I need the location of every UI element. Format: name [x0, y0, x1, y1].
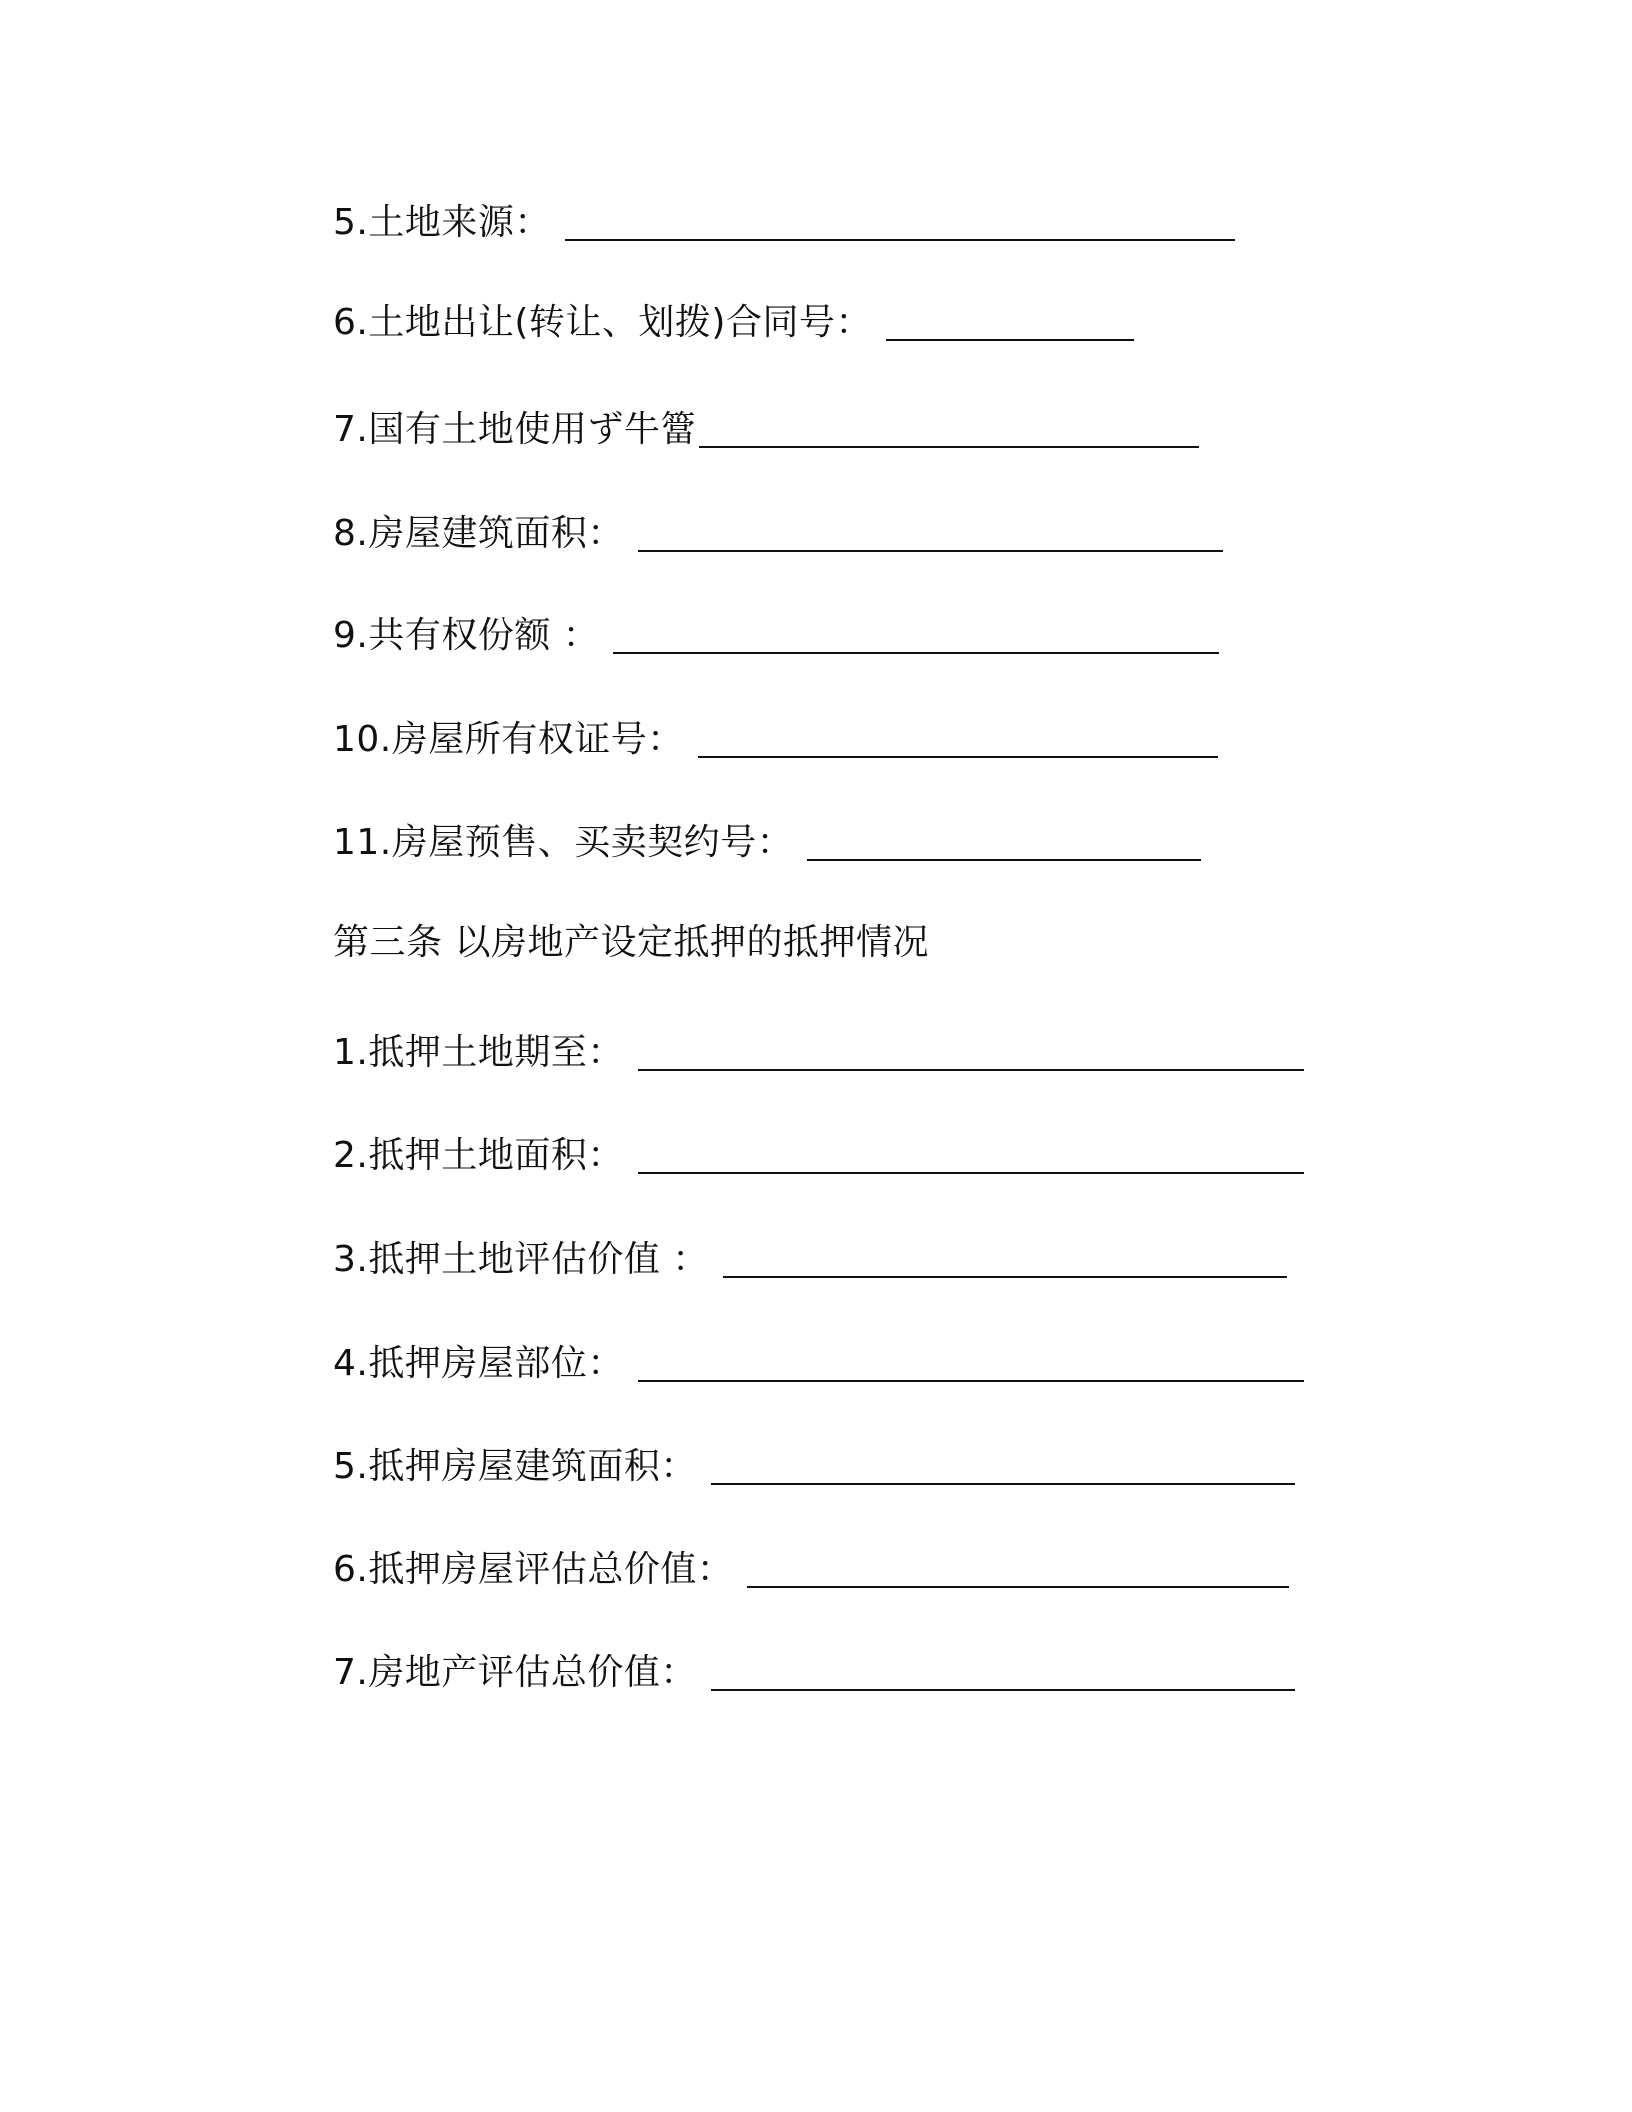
field-label: 10.房屋所有权证号：	[333, 719, 684, 760]
fill-in-blank[interactable]	[886, 339, 1134, 341]
field-real-estate-total-value	[333, 1643, 1295, 1703]
field-land-contract-number	[333, 293, 1134, 353]
field-label: 5.土地来源：	[333, 202, 551, 243]
field-label: 11.房屋预售、买卖契约号：	[333, 822, 794, 863]
field-label: 1.抵押土地期至：	[333, 1032, 624, 1073]
field-mortgage-land-term	[333, 1023, 1304, 1083]
field-building-area	[333, 504, 1223, 564]
field-label: 6.抵押房屋评估总价值：	[333, 1549, 734, 1590]
fill-in-blank[interactable]	[638, 1172, 1304, 1174]
field-label: 6.土地出让(转让、划拨)合同号：	[333, 302, 872, 343]
field-label: 4.抵押房屋部位：	[333, 1343, 624, 1384]
fill-in-blank[interactable]	[711, 1483, 1295, 1485]
field-mortgage-land-value	[333, 1230, 1287, 1290]
fill-in-blank[interactable]	[723, 1276, 1287, 1278]
fill-in-blank[interactable]	[807, 859, 1201, 861]
field-land-source	[333, 193, 1235, 253]
field-label: 8.房屋建筑面积：	[333, 513, 624, 554]
fill-in-blank[interactable]	[638, 1069, 1304, 1071]
field-label: 9.共有权份额 ：	[333, 615, 600, 656]
field-co-ownership-share	[333, 606, 1219, 666]
field-label: 7.国有土地使用ず牛簹	[333, 409, 697, 450]
field-label: 5.抵押房屋建筑面积：	[333, 1446, 697, 1487]
field-mortgage-building-location	[333, 1334, 1304, 1394]
field-mortgage-building-value	[333, 1540, 1289, 1600]
field-presale-contract-number	[333, 813, 1201, 873]
field-mortgage-building-area	[333, 1437, 1295, 1497]
fill-in-blank[interactable]	[613, 652, 1219, 654]
field-property-certificate-number	[333, 710, 1218, 770]
section-heading: 第三条 以房地产设定抵押的抵押情况	[333, 922, 929, 963]
fill-in-blank[interactable]	[747, 1586, 1289, 1588]
fill-in-blank[interactable]	[698, 756, 1218, 758]
fill-in-blank[interactable]	[565, 239, 1235, 241]
field-label: 7.房地产评估总价值：	[333, 1652, 697, 1693]
fill-in-blank[interactable]	[711, 1689, 1295, 1691]
fill-in-blank[interactable]	[699, 446, 1199, 448]
fill-in-blank[interactable]	[638, 1380, 1304, 1382]
field-mortgage-land-area	[333, 1126, 1304, 1186]
field-label: 3.抵押土地评估价值 ：	[333, 1239, 709, 1280]
field-land-use-period	[333, 400, 1199, 460]
fill-in-blank[interactable]	[638, 550, 1223, 552]
field-label: 2.抵押土地面积：	[333, 1135, 624, 1176]
